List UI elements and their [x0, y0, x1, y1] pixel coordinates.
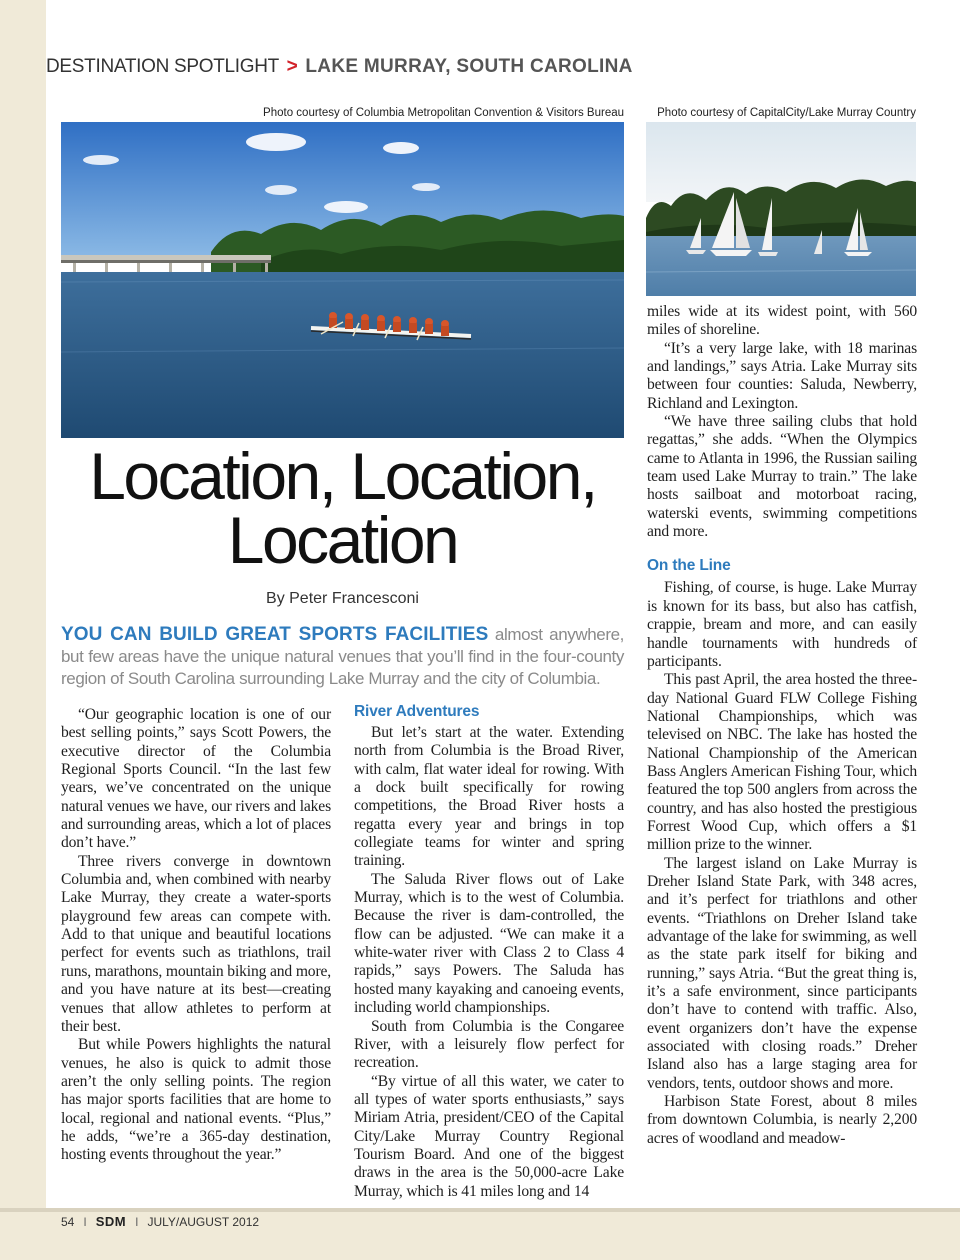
article-headline [50, 439, 635, 577]
text-column-3 [647, 303, 917, 1148]
photo-credit-rowing: Photo courtesy of Columbia Metropolitan Convention & Visitors Bureau [263, 107, 624, 119]
destination-name: LAKE MURRAY, SOUTH CAROLINA [305, 56, 633, 77]
left-margin-band [0, 0, 46, 1208]
issue-date: JULY/AUGUST 2012 [147, 1215, 260, 1229]
subhead-river-adventures: River Adventures [354, 703, 480, 720]
section-kicker [46, 56, 633, 78]
kicker-arrow: > [286, 56, 298, 77]
paragraph: “We have three sailing clubs that hold regattas,” she adds. “When the Olympics came to Atlanta in 1996, the Russian sailing team used Lake Murray to train.” The lake hosts sailboat and motorboat racing, waterski events, swimming competitions and more. [647, 413, 917, 541]
rowing-photo [61, 122, 624, 438]
deck-lead: YOU CAN BUILD GREAT SPORTS FACILITIES [61, 624, 489, 645]
headline-line-2: Location [227, 503, 458, 577]
section-name: DESTINATION SPOTLIGHT [46, 56, 279, 77]
paragraph: This past April, the area hosted the three-day National Guard FLW College Fishing National Championships, which was televised on NBC. The lake has hosted the National Championship of the American Bass Anglers American Fishing Tour, which featured the top 500 anglers from across the country, and has also hosted the prestigious Forrest Wood Cup, which offers a $1 million prize to the winner. [647, 671, 917, 854]
footer-separator: I [135, 1215, 139, 1229]
paragraph: South from Columbia is the Congaree River, with a leisurely flow perfect for recreation. [354, 1017, 624, 1072]
paragraph: But while Powers highlights the natural venues, he also is quick to admit those aren’t the only selling points. The region has major sports facilities that are home to local, regional and national events. “Plus,” he adds, “we’re a 365-day destination, hosting events throughout the year.” [61, 1036, 331, 1164]
paragraph: Harbison State Forest, about 8 miles from downtown Columbia, is nearly 2,200 acres of woodland and meadow- [647, 1093, 917, 1147]
page-footer [61, 1214, 259, 1229]
text-column-1 [61, 706, 331, 1165]
subhead-on-the-line: On the Line [647, 557, 731, 575]
paragraph: “Our geographic location is one of our best selling points,” says Scott Powers, the executive director of the Columbia Regional Sports Council. “In the last few years, we’ve concentrated on the unique natural venues we have, our rivers and lakes and surrounding areas, which a lot of places don’t have.” [61, 706, 331, 852]
paragraph: But let’s start at the water. Extending north from Columbia is the Broad River, with calm, flat water ideal for rowing. With a dock built specifically for rowing competitions, the Broad River hosts a regatta every year and brings in top collegiate teams for winter and spring training. [354, 724, 624, 870]
article-deck [61, 624, 624, 690]
page-number: 54 [61, 1215, 75, 1229]
paragraph: The largest island on Lake Murray is Dreher Island State Park, with 348 acres, and it’s perfect for triathlons and other events. “Triathlons on Dreher Island take advantage of the lake for swimming, as well as the state park itself for biking and running,” says Atria. “But the great thing is, it’s a safe environment, since participants don’t have to contend with traffic. Also, event organizers don’t have the expense associated with closing roads.” Dreher Island also has a large staging area for vendors, tents, outdoor shows and more. [647, 854, 917, 1092]
byline: By Peter Francesconi [266, 590, 419, 607]
paragraph: Three rivers converge in downtown Columbia and, when combined with nearby Lake Murray, they create a water-sports playground few areas can compete with. Add to that unique and beautiful locations perfect for events such as triathlons, trail runs, marathons, mountain biking and more, and you have nature at its best—creating venues that allow athletes to perform at their best. [61, 852, 332, 1035]
footer-separator: I [83, 1215, 87, 1229]
paragraph: “By virtue of all this water, we cater to all types of water sports enthusiasts,” says Miriam Atria, president/CEO of the Capital City/Lake Murray Country Regional Tourism Board. And one of the biggest draws in the area is the 50,000-acre Lake Murray, which is 41 miles long and 14 [354, 1072, 624, 1200]
headline-line-1: Location, Location, [89, 439, 596, 513]
deck-text: almost anywhere, but few areas have the unique natural venues that you’ll find in the four-county region of South Carolina surrounding Lake Murray and the city of Columbia. [61, 625, 624, 688]
paragraph: Fishing, of course, is huge. Lake Murray is known for its bass, but also has catfish, crappie, bream and more, and can easily handle tournaments with hundreds of participants. [647, 579, 917, 670]
sailboats-photo [646, 122, 916, 296]
text-column-2 [354, 702, 624, 1201]
paragraph: The Saluda River flows out of Lake Murray, which is to the west of Columbia. Because the river is dam-controlled, the flow can be adjusted. “We can make it a white-water river with Class 2 to Class 4 rapids,” says Powers. The Saluda has hosted many kayaking and canoeing events, including world championships. [354, 870, 624, 1017]
paragraph: “It’s a very large lake, with 18 marinas and landings,” says Atria. Lake Murray sits between four counties: Saluda, Newberry, Richland and Lexington. [647, 339, 917, 412]
photo-credit-sailing: Photo courtesy of CapitalCity/Lake Murray Country [657, 107, 916, 119]
paragraph: miles wide at its widest point, with 560 miles of shoreline. [647, 303, 917, 339]
magazine-name: SDM [95, 1214, 127, 1229]
